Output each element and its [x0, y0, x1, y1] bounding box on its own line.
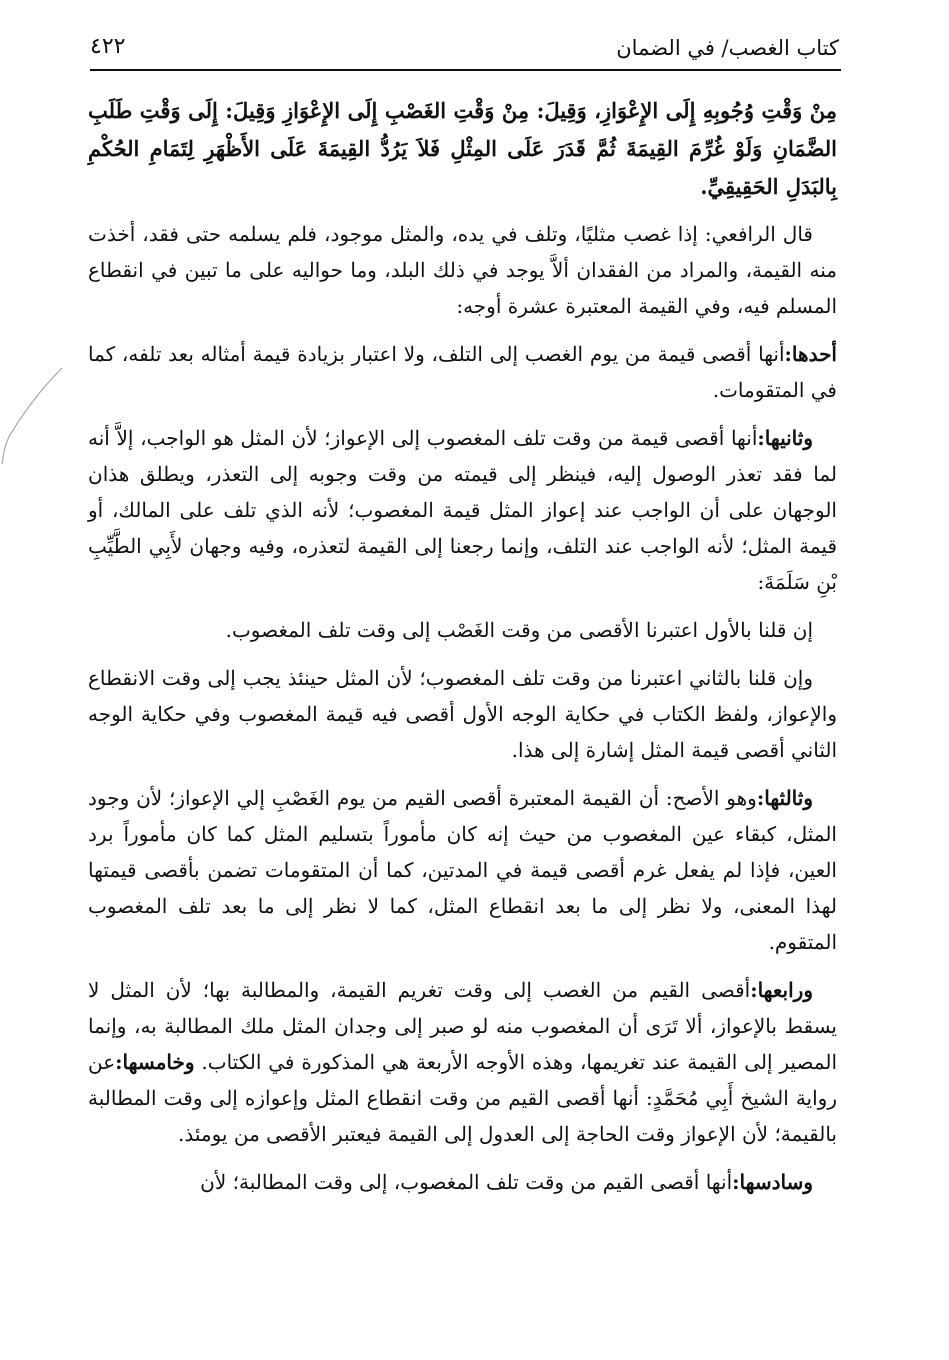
- paragraph-lead: وثالثها:: [756, 786, 813, 810]
- paragraph-text: عن رواية الشيخ أَبِي مُحَمَّدٍ: أنها أقصى القيم من وقت انقطاع المثل وإعوازه إلى وقت المطالبة بالقيمة؛ لأن الإعواز وقت الحاجة إلى العدول إلى القيمة فيعتبر الأقصى من يومئذ.: [88, 1050, 837, 1146]
- page-header: [90, 28, 839, 72]
- paragraph-lead: وثانيها:: [757, 426, 813, 450]
- paragraph-text: وهو الأصح: أن القيمة المعتبرة أقصى القيم من يوم الغَصْبِ إلي الإعواز؛ لأن وجود المثل، كبقاء عين المغصوب من حيث إنه كان مأموراً بتسليم المثل كما كان مأموراً برد العين، فإذا لم يفعل غرم أقصى قيمة في المدتين، كما أن المتقومات تضمن بأقصى قيمتها لهذا المعنى، ولا نظر إلى ما بعد انقطاع المثل، كما لا نظر إلى ما بعد تلف المغصوب المتقوم.: [88, 786, 837, 954]
- paragraph-text: أنها أقصى القيم من وقت تلف المغصوب، إلى وقت المطالبة؛ لأن: [200, 1170, 733, 1194]
- header-divider: [90, 69, 841, 71]
- pencil-mark-icon: [0, 360, 80, 470]
- paragraph-text: أقصى القيم من الغصب إلى وقت تغريم القيمة، والمطالبة بها؛ لأن المثل لا يسقط بالإعواز، ألا تَرَى أن المغصوب منه لو صبر إلى وجدان المثل ملك المطالبة به، وإنما المصير إلى القيمة عند تغريمها، وهذه الأوجه الأربعة هي المذكورة في الكتاب.: [88, 978, 838, 1074]
- paragraph-first-option: [88, 612, 837, 648]
- page-body: [88, 92, 837, 1212]
- paragraph-text: أنها أقصى قيمة من يوم الغصب إلى التلف، ولا اعتبار بزيادة قيمة أمثاله بعد تلفه، كما في المتقومات.: [88, 342, 837, 402]
- paragraph-text: أنها أقصى قيمة من وقت تلف المغصوب إلى الإعواز؛ لأن المثل هو الواجب، إلاَّ أنه لما فقد تعذر الوصول إليه، فينظر إلى قيمته من وقت وجوبه إلى التعذر، ويطلق هذان الوجهان على أن الواجب عند إعواز المثل قيمة المغصوب؛ لأنه الذي تلف على المالك، أو قيمة المثل؛ لأنه الواجب عند التلف، وإنما رجعنا إلى القيمة لتعذره، وفيه وجهان لأَبِي الطَّيِّبِ بْنِ سَلَمَةَ:: [88, 426, 837, 594]
- paragraph-second-option: [88, 660, 837, 768]
- paragraph-lead: ورابعها:: [750, 978, 813, 1002]
- paragraph-text: قال الرافعي: إذا غصب مثليًا، وتلف في يده، والمثل موجود، فلم يسلمه حتى فقد، أخذت منه القيمة، والمراد من الفقدان ألاَّ يوجد في ذلك البلد، وما حواليه على ما تبين في انقطاع المسلم فيه، وفي القيمة المعتبرة عشرة أوجه:: [88, 222, 837, 318]
- page-number: ٤٢٢: [90, 34, 126, 59]
- paragraph-rafii: [88, 216, 837, 324]
- running-title: كتاب الغصب/ في الضمان: [616, 36, 839, 60]
- paragraph-lead: أحدها:: [784, 342, 837, 366]
- paragraph-text: إن قلنا بالأول اعتبرنا الأقصى من وقت الغَصْب إلى وقت تلف المغصوب.: [225, 618, 813, 642]
- paragraph-third-view: [88, 780, 837, 960]
- paragraph-fourth-fifth-view: [88, 972, 837, 1152]
- paragraph-lead: وسادسها:: [732, 1170, 813, 1194]
- paragraph-lead-inline: وخامسها:: [115, 1050, 195, 1074]
- matn-text: مِنْ وَقْتِ وُجُوبِهِ إِلَى الإِعْوَازِ، وَقِيلَ: مِنْ وَقْتِ الغَصْبِ إِلَى الإِعْوَازِ وَقِيلَ: إِلَى وَقْتِ طَلَبِ الضَّمَانِ وَلَوْ غُرِّمَ القِيمَةَ ثُمَّ قَدَرَ عَلَى المِثْلِ فَلاَ يَرُدُّ القِيمَةَ عَلَى الأَظْهَرِ لِتَمَامِ الحُكْمِ بِالبَدَلِ الحَقِيقِيِّ.: [88, 98, 837, 199]
- paragraph-second-view: [88, 420, 837, 600]
- paragraph-first-view: [88, 336, 837, 408]
- paragraph-text: وإن قلنا بالثاني اعتبرنا من وقت تلف المغصوب؛ لأن المثل حينئذ يجب إلى وقت الانقطاع والإعواز، ولفظ الكتاب في حكاية الوجه الأول أقصى فيه قيمة المغصوب وفي حكاية الوجه الثاني أقصى قيمة المثل إشارة إلى هذا.: [88, 666, 837, 762]
- paragraph-sixth-view: [88, 1164, 837, 1200]
